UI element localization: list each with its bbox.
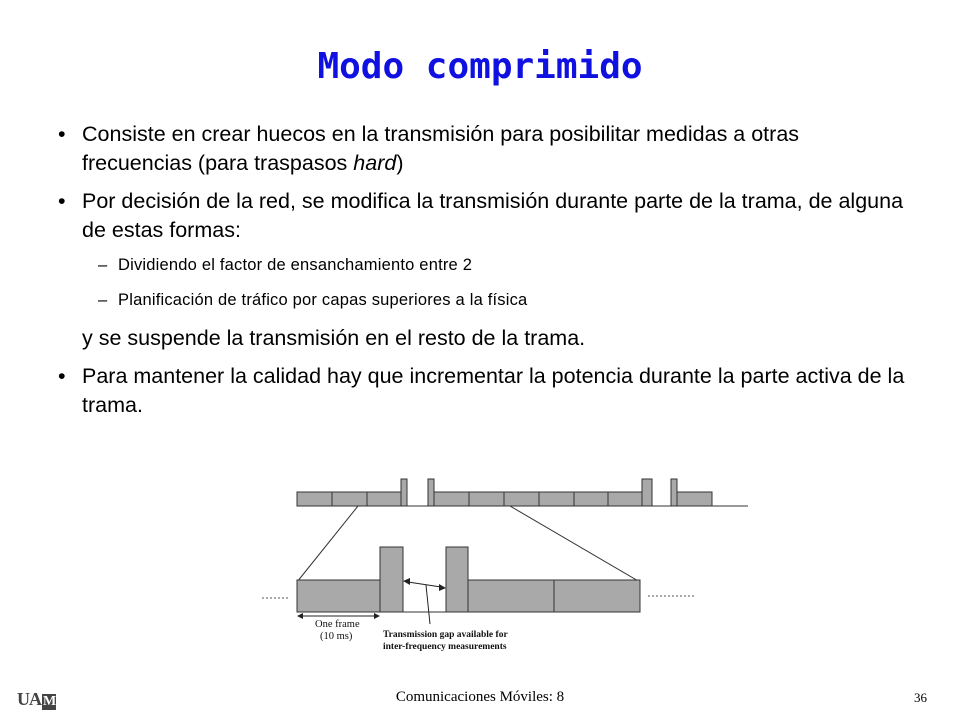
subbullet-dash: – [98, 291, 108, 309]
top-slot [469, 492, 504, 506]
top-slot [608, 492, 642, 506]
bullet-dot: • [58, 364, 66, 388]
top-slot [574, 492, 608, 506]
top-slot [434, 492, 469, 506]
frame-label-1: One frame [315, 619, 360, 630]
top-burst [671, 479, 677, 506]
gap-arrow-head-right [439, 584, 446, 591]
subbullet-dash: – [98, 256, 108, 274]
top-slot [297, 492, 332, 506]
top-burst [642, 479, 652, 506]
gap-arrow-head-left [403, 578, 410, 585]
gap-arrow [408, 582, 441, 587]
top-burst [401, 479, 407, 506]
frame-arrow-head-right [374, 613, 380, 619]
continuation-text: y se suspende la transmisión en el resto de la trama. [82, 326, 586, 350]
top-slot [367, 492, 401, 506]
uam-logo: UA M [17, 689, 56, 709]
bullet-1-text: Consiste en crear huecos en la transmisión para posibilitar medidas a otras frecuencias (para traspasos [82, 122, 800, 175]
top-slot [504, 492, 539, 506]
top-burst [428, 479, 434, 506]
bullet-1-emphasis: hard [353, 151, 397, 175]
gap-pointer [426, 585, 430, 624]
page-number: 36 [914, 690, 927, 705]
bullet-dot: • [58, 122, 66, 146]
bottom-slot [468, 580, 554, 612]
frame-label-2: (10 ms) [320, 631, 353, 642]
bottom-slot [297, 580, 380, 612]
top-slot [332, 492, 367, 506]
subbullet-1-text: Dividiendo el factor de ensanchamiento entre 2 [118, 256, 473, 274]
zoom-line [297, 506, 358, 582]
bullet-dot: • [58, 189, 66, 213]
bullet-1-tail: ) [396, 151, 404, 175]
top-slot [677, 492, 712, 506]
gap-label-2: inter-frequency measurements [383, 642, 507, 652]
top-slot [539, 492, 574, 506]
footer-text: Comunicaciones Móviles: 8 [395, 689, 565, 705]
frame-arrow-head-left [297, 613, 303, 619]
bottom-burst [446, 547, 468, 612]
zoom-line [510, 506, 640, 582]
bullet-3-text: Para mantener la calidad hay que incrementar la potencia durante la parte activa de la trama. [82, 364, 905, 417]
subbullet-2-text: Planificación de tráfico por capas superiores a la física [118, 291, 528, 309]
slide-title: Modo comprimido [317, 46, 643, 87]
bullet-2-text: Por decisión de la red, se modifica la transmisión durante parte de la trama, de alguna de estas formas: [82, 189, 904, 242]
gap-label-1: Transmission gap available for [383, 630, 508, 640]
bottom-burst [380, 547, 403, 612]
bottom-slot [554, 580, 640, 612]
